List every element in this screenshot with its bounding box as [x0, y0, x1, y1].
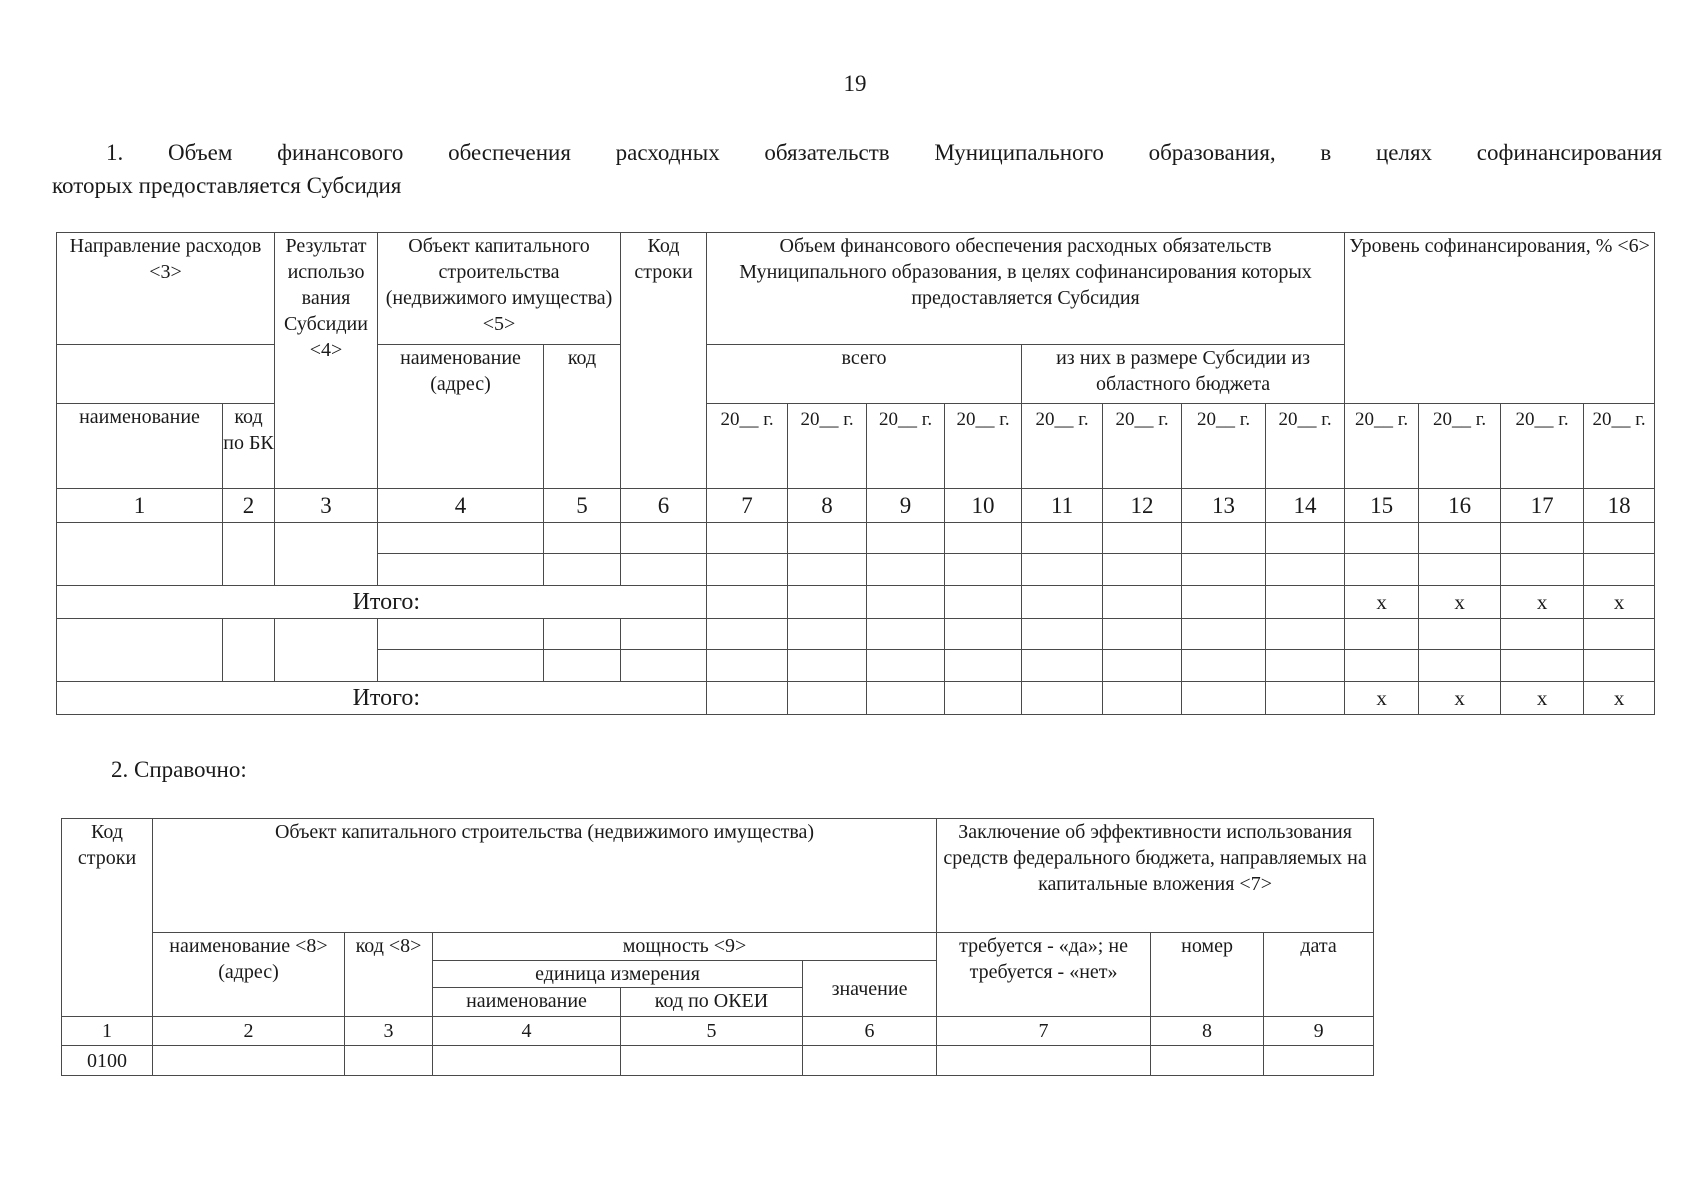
column-number: 9 [867, 489, 945, 523]
table-cell [1022, 650, 1103, 682]
reference-table [61, 818, 1374, 1076]
column-number: 7 [707, 489, 788, 523]
not-applicable-mark: x [1345, 586, 1419, 619]
table-cell [867, 586, 945, 619]
table-cell [788, 682, 867, 715]
table-cell [621, 1046, 803, 1076]
table-cell [1345, 650, 1419, 682]
table-cell [1266, 586, 1345, 619]
column-number: 17 [1501, 489, 1584, 523]
table-cell [867, 554, 945, 586]
header-direction: Направление расходов <3> [57, 233, 275, 345]
table-cell [1501, 619, 1584, 650]
table-cell [1345, 523, 1419, 554]
itogo-row [57, 682, 1655, 715]
year-header: 20__ г. [867, 404, 945, 489]
ref-header-required: требуется - «да»; не требуется - «нет» [937, 933, 1151, 1017]
table-cell [788, 619, 867, 650]
table-cell [867, 619, 945, 650]
table-cell [945, 523, 1022, 554]
year-header: 20__ г. [1419, 404, 1501, 489]
ref-header-date: дата [1264, 933, 1374, 1017]
ref-header-capacity: мощность <9> [433, 933, 937, 961]
table-cell [937, 1046, 1151, 1076]
table-cell [1022, 682, 1103, 715]
column-number: 8 [1151, 1017, 1264, 1046]
ref-header-name: наименование <8> (адрес) [153, 933, 345, 1017]
table-cell [707, 650, 788, 682]
not-applicable-mark: x [1345, 682, 1419, 715]
table-cell [1151, 1046, 1264, 1076]
column-number: 15 [1345, 489, 1419, 523]
column-number: 13 [1182, 489, 1266, 523]
itogo-label: Итого: [57, 586, 707, 619]
header-result: Результат использо вания Субсидии <4> [275, 233, 378, 489]
table-cell [1022, 523, 1103, 554]
column-number: 3 [345, 1017, 433, 1046]
table-cell [544, 619, 621, 650]
year-header: 20__ г. [1022, 404, 1103, 489]
table-cell [1345, 554, 1419, 586]
table-cell [1182, 682, 1266, 715]
table-cell [621, 650, 707, 682]
column-number: 4 [378, 489, 544, 523]
table-cell [945, 650, 1022, 682]
header-of-which-subsidy: из них в размере Субсидии из областного бюджета [1022, 345, 1345, 404]
column-number-row [57, 489, 1655, 523]
ref-header-unit: единица измерения [433, 961, 803, 988]
table-cell [544, 523, 621, 554]
not-applicable-mark: x [1501, 682, 1584, 715]
ref-header-okei: код по ОКЕИ [621, 988, 803, 1017]
financing-table [56, 232, 1655, 715]
table-cell [1103, 682, 1182, 715]
ref-row-code: 0100 [62, 1046, 153, 1076]
page-number: 19 [843, 71, 867, 96]
table-cell [1182, 523, 1266, 554]
ref-header-value: значение [803, 961, 937, 1017]
table-cell [867, 523, 945, 554]
column-number: 5 [621, 1017, 803, 1046]
column-number: 6 [803, 1017, 937, 1046]
table-cell [1103, 554, 1182, 586]
column-number: 9 [1264, 1017, 1374, 1046]
table-cell [275, 523, 378, 586]
table-cell [1345, 619, 1419, 650]
table-cell [378, 523, 544, 554]
header-object: Объект капитального строительства (недвижимого имущества) <5> [378, 233, 621, 345]
table-row [57, 523, 1655, 554]
column-number: 12 [1103, 489, 1182, 523]
table-cell [707, 586, 788, 619]
table-cell [945, 619, 1022, 650]
table-cell [1501, 650, 1584, 682]
column-number: 3 [275, 489, 378, 523]
table-cell [378, 619, 544, 650]
table-cell [867, 682, 945, 715]
table-cell [1103, 523, 1182, 554]
column-number: 2 [223, 489, 275, 523]
table-cell [1022, 554, 1103, 586]
table-cell [433, 1046, 621, 1076]
table-cell [1182, 619, 1266, 650]
table-cell [1501, 523, 1584, 554]
column-number: 4 [433, 1017, 621, 1046]
table-cell [1022, 586, 1103, 619]
table-cell [1584, 650, 1655, 682]
table-cell [707, 523, 788, 554]
table-cell [1584, 554, 1655, 586]
year-header: 20__ г. [1103, 404, 1182, 489]
year-header: 20__ г. [788, 404, 867, 489]
table-cell [1419, 523, 1501, 554]
not-applicable-mark: x [1584, 682, 1655, 715]
year-header: 20__ г. [1182, 404, 1266, 489]
ref-header-code: код <8> [345, 933, 433, 1017]
table-cell [621, 619, 707, 650]
column-number: 1 [62, 1017, 153, 1046]
header-object-code: код [544, 345, 621, 489]
table-cell [378, 554, 544, 586]
section-1-heading-line-1: 1. Объем финансового обеспечения расходных обязательств Муниципального образования, в целях софинансирования [106, 140, 1662, 165]
table-cell [223, 523, 275, 586]
table-cell [788, 586, 867, 619]
table-cell [1419, 619, 1501, 650]
table-cell [57, 523, 223, 586]
header-line-code: Код строки [621, 233, 707, 489]
table-cell [945, 554, 1022, 586]
column-number: 6 [621, 489, 707, 523]
table-cell [1182, 650, 1266, 682]
table-row [57, 619, 1655, 650]
column-number: 10 [945, 489, 1022, 523]
column-number: 2 [153, 1017, 345, 1046]
year-header: 20__ г. [1266, 404, 1345, 489]
table-cell [1022, 619, 1103, 650]
table-cell [707, 619, 788, 650]
ref-header-unit-name: наименование [433, 988, 621, 1017]
header-cofinancing-level: Уровень софинансирования, % <6> [1345, 233, 1655, 404]
table-cell [1266, 682, 1345, 715]
header-direction-spacer [57, 345, 275, 404]
table-cell [707, 682, 788, 715]
table-cell [621, 523, 707, 554]
section-2-heading: 2. Справочно: [111, 757, 247, 782]
ref-header-number: номер [1151, 933, 1264, 1017]
not-applicable-mark: x [1501, 586, 1584, 619]
table-cell [1103, 586, 1182, 619]
column-number: 5 [544, 489, 621, 523]
table-cell [275, 619, 378, 682]
table-cell [1182, 586, 1266, 619]
year-header: 20__ г. [1345, 404, 1419, 489]
table-cell [1419, 650, 1501, 682]
not-applicable-mark: x [1419, 682, 1501, 715]
table-cell [1266, 650, 1345, 682]
header-volume: Объем финансового обеспечения расходных обязательств Муниципального образования, в целях софинансирования которых предоставляется Субсидия [707, 233, 1345, 345]
column-number: 16 [1419, 489, 1501, 523]
not-applicable-mark: x [1584, 586, 1655, 619]
table-cell [153, 1046, 345, 1076]
table-cell [1266, 554, 1345, 586]
table-cell [57, 619, 223, 682]
year-header: 20__ г. [707, 404, 788, 489]
section-1-heading-line-2: которых предоставляется Субсидия [52, 173, 402, 198]
table-cell [867, 650, 945, 682]
table-cell [707, 554, 788, 586]
ref-header-conclusion: Заключение об эффективности использования средств федерального бюджета, направляемых на капитальные вложения <7> [937, 819, 1374, 933]
table-cell [544, 650, 621, 682]
not-applicable-mark: x [1419, 586, 1501, 619]
table-cell [544, 554, 621, 586]
table-cell [1584, 619, 1655, 650]
ref-header-line-code: Код строки [62, 819, 153, 1017]
section-1-heading [52, 136, 1662, 202]
table-cell [1264, 1046, 1374, 1076]
table-cell [1103, 650, 1182, 682]
header-object-name: наименование (адрес) [378, 345, 544, 489]
itogo-label: Итого: [57, 682, 707, 715]
table-cell [1584, 523, 1655, 554]
table-cell [223, 619, 275, 682]
table-cell [345, 1046, 433, 1076]
header-direction-code: код по БК [223, 404, 275, 489]
column-number: 7 [937, 1017, 1151, 1046]
year-header: 20__ г. [1584, 404, 1655, 489]
table-cell [1182, 554, 1266, 586]
table-cell [788, 523, 867, 554]
header-direction-name: наименование [57, 404, 223, 489]
table-cell [378, 650, 544, 682]
table-cell [621, 554, 707, 586]
header-total: всего [707, 345, 1022, 404]
table-cell [1266, 619, 1345, 650]
table-cell [1266, 523, 1345, 554]
table-cell [945, 682, 1022, 715]
ref-column-number-row [62, 1017, 1374, 1046]
year-header: 20__ г. [945, 404, 1022, 489]
column-number: 1 [57, 489, 223, 523]
ref-header-object: Объект капитального строительства (недвижимого имущества) [153, 819, 937, 933]
table-cell [1419, 554, 1501, 586]
table-row [62, 1046, 1374, 1076]
itogo-row [57, 586, 1655, 619]
column-number: 11 [1022, 489, 1103, 523]
table-cell [945, 586, 1022, 619]
column-number: 14 [1266, 489, 1345, 523]
year-header: 20__ г. [1501, 404, 1584, 489]
column-number: 8 [788, 489, 867, 523]
table-cell [788, 650, 867, 682]
column-number: 18 [1584, 489, 1655, 523]
table-cell [803, 1046, 937, 1076]
table-cell [788, 554, 867, 586]
table-cell [1501, 554, 1584, 586]
table-cell [1103, 619, 1182, 650]
